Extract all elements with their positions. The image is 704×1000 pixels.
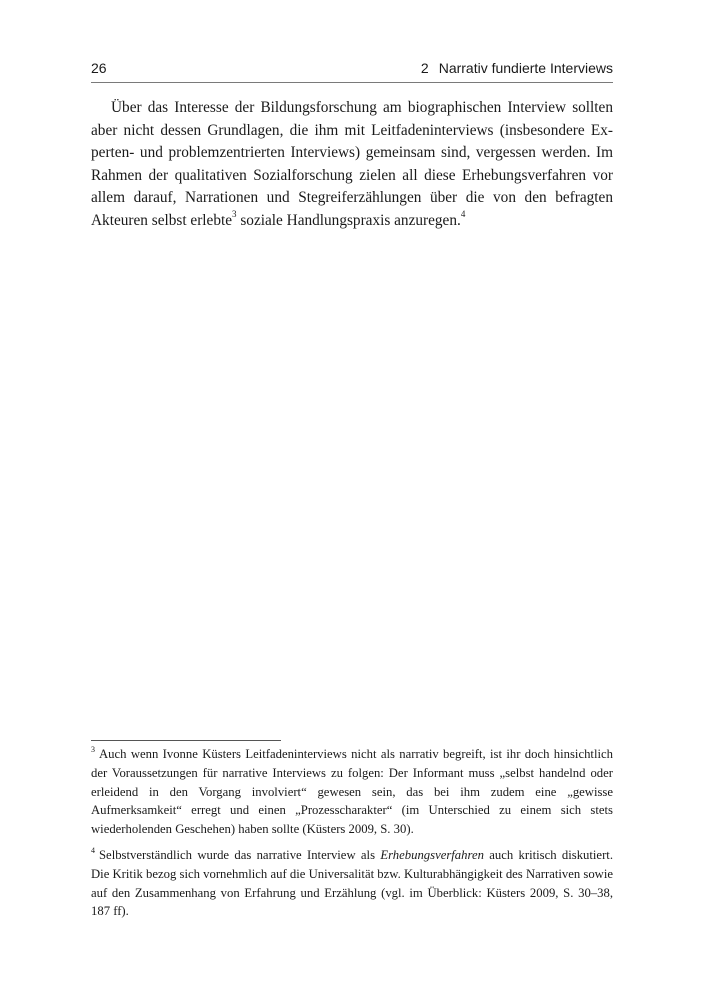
chapter-heading — [421, 60, 613, 76]
body-text-part-2: soziale Handlungspraxis anzuregen. — [236, 211, 461, 229]
header-rule — [91, 82, 613, 83]
running-header — [91, 58, 613, 80]
chapter-number: 2 — [420, 60, 429, 76]
footnote-rule — [91, 740, 281, 741]
footnote-marker: 3 — [91, 744, 95, 754]
page-number: 26 — [91, 60, 107, 76]
footnote-reference-4[interactable]: 4 — [460, 209, 466, 220]
body-paragraph — [91, 97, 613, 232]
chapter-title: Narrativ fundierte Interviews — [438, 60, 613, 76]
footnotes — [91, 745, 613, 928]
footnote-reference-3[interactable]: 3 — [232, 209, 237, 220]
body-text-part-1: Über das Interesse der Bildungsforschung am biographischen Interview sollten aber nicht dessen Grundlagen, die ihm mit Leitfadeninterviews (insbesondere Experten- und problemzentrierten Interviews) gemeinsam sind, vergessen werden. Im Rahmen der qualitativen Sozialforschung zielen all diese Erhebungsverfahren vor allem darauf, Narrationen und Stegreiferzählungen über die von den befragten Akteuren selbst erlebte — [91, 99, 613, 229]
footnote-3 — [91, 745, 613, 839]
footnote-text-continued: auch kritisch diskutiert. Die Kritik bezog sich vornehmlich auf die Universalität bzw. Kulturabhängigkeit des Narrativen sowie auf den Zusammenhang von Erfahrung und Erzählung (vgl. im Überblick: Küsters 2009, S. 30–38, 187 ff). — [91, 847, 613, 919]
footnote-marker: 4 — [91, 845, 95, 855]
footnote-text: Auch wenn Ivonne Küsters Leitfadeninterviews nicht als narrativ begreift, ist ihr doch hinsichtlich der Voraussetzungen für narrative Interviews zu folgen: Der Informant muss „selbst handelnd oder erleidend in den Vorgang involviert“ gewesen sein, das bei ihm zudem eine „gewisse Aufmerksamkeit“ erregt und einen „Prozesscharakter“ (im Unterschied zu einem sich stets wiederholenden Geschehen) haben sollte (Küsters 2009, S. 30). — [91, 747, 613, 837]
footnote-text: Selbstverständlich wurde das narrative Interview als — [99, 847, 381, 862]
footnote-4 — [91, 846, 613, 921]
footnote-emphasis: Erhebungsverfahren — [380, 847, 484, 862]
